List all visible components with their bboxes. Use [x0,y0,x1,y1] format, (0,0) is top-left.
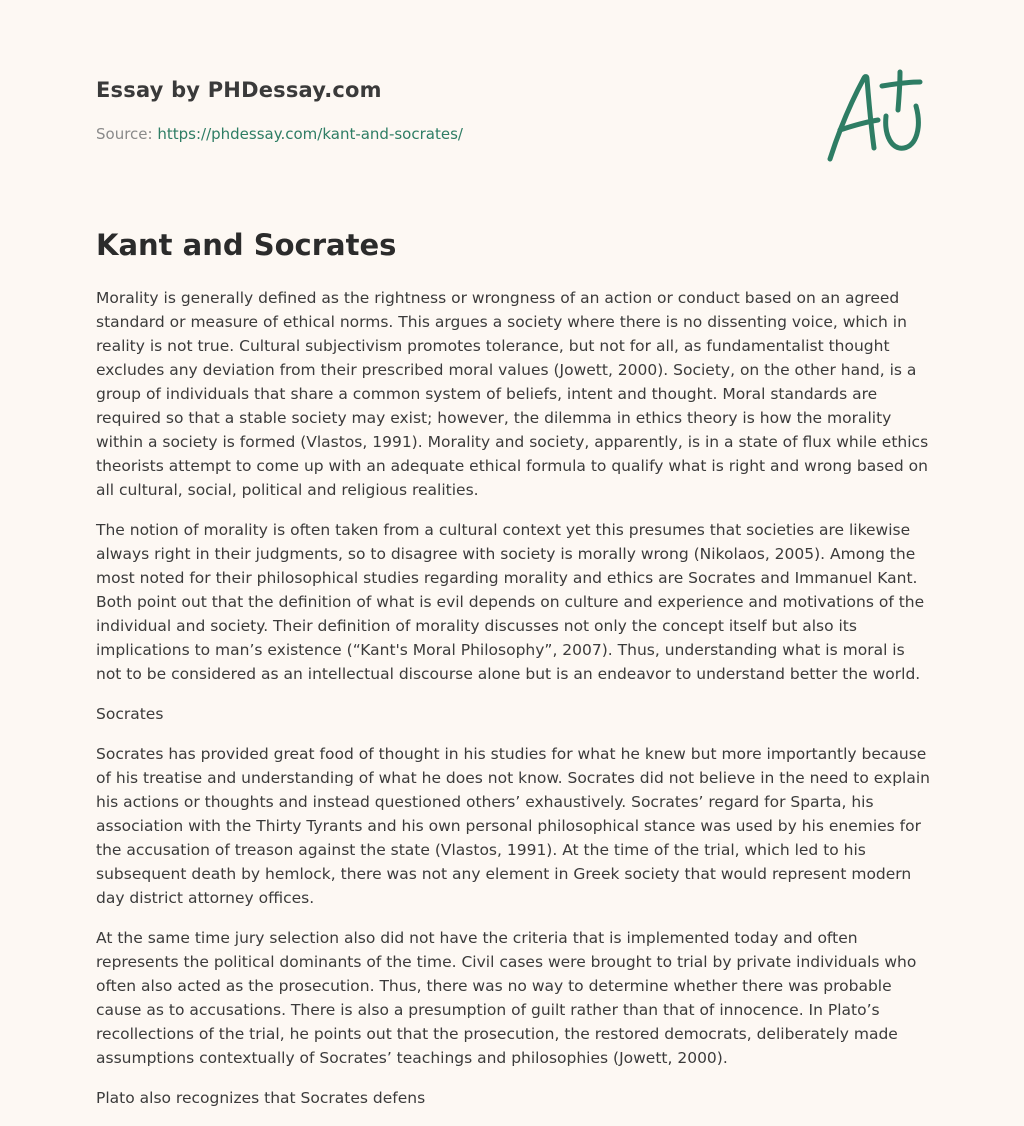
page-header [96,76,736,144]
source-line [96,124,736,144]
source-label: Source: [96,125,153,143]
source-link[interactable]: https://phdessay.com/kant-and-socrates/ [157,125,463,143]
paragraph-truncated: Plato also recognizes that Socrates defens [96,1089,426,1107]
essay-body [96,286,932,1126]
paragraph: Socrates has provided great food of thought in his studies for what he knew but more importantly because of his treatise and understanding of what he does not know. Socrates did not believe in the need to explain his actions or thoughts and instead questioned others’ exhaustively. Socrates’ regard for Sparta, his association with the Thirty Tyrants and his own personal philosophical stance was used by his enemies for the accusation of treason against the state (Vlastos, 1991). At the time of the trial, which led to his subsequent death by hemlock, there was not any element in Greek society that would represent modern day district attorney offices. [96,745,930,907]
paragraph: At the same time jury selection also did not have the criteria that is implemented today and often represents the political dominants of the time. Civil cases were brought to trial by private individuals who often also acted as the prosecution. Thus, there was no way to determine whether there was probable cause as to accusations. There is also a presumption of guilt rather than that of innocence. In Plato’s recollections of the trial, he points out that the prosecution, the restored democrats, deliberately made assumptions contextually of Socrates’ teachings and philosophies (Jowett, 2000). [96,929,917,1067]
paragraph: Morality is generally defined as the rightness or wrongness of an action or conduct based on an agreed standard or measure of ethical norms. This argues a society where there is no dissenting voice, which in reality is not true. Cultural subjectivism promotes tolerance, but not for all, as fundamentalist thought excludes any deviation from their prescribed moral values (Jowett, 2000). Society, on the other hand, is a group of individuals that share a common system of beliefs, intent and thought. Moral standards are required so that a stable society may exist; however, the dilemma in ethics theory is how the morality within a society is formed (Vlastos, 1991). Morality and society, apparently, is in a state of flux while ethics theorists attempt to come up with an adequate ethical formula to qualify what is right and wrong based on all cultural, social, political and religious realities. [96,289,929,499]
section-heading-socrates: Socrates [96,705,164,723]
paragraph: The notion of morality is often taken from a cultural context yet this presumes that societies are likewise always right in their judgments, so to disagree with society is morally wrong (Nikolaos, 2005). Among the most noted for their philosophical studies regarding morality and ethics are Socrates and Immanuel Kant. Both point out that the definition of what is evil depends on culture and experience and motivations of the individual and society. Their definition of morality discusses not only the concept itself but also its implications to man’s existence (“Kant's Moral Philosophy”, 2007). Thus, understanding what is moral is not to be considered as an intellectual discourse alone but is an endeavor to understand better the world. [96,521,925,683]
essay-title: Kant and Socrates [96,228,397,262]
a-plus-logo-icon [820,64,930,168]
site-title: Essay by PHDessay.com [96,78,382,102]
